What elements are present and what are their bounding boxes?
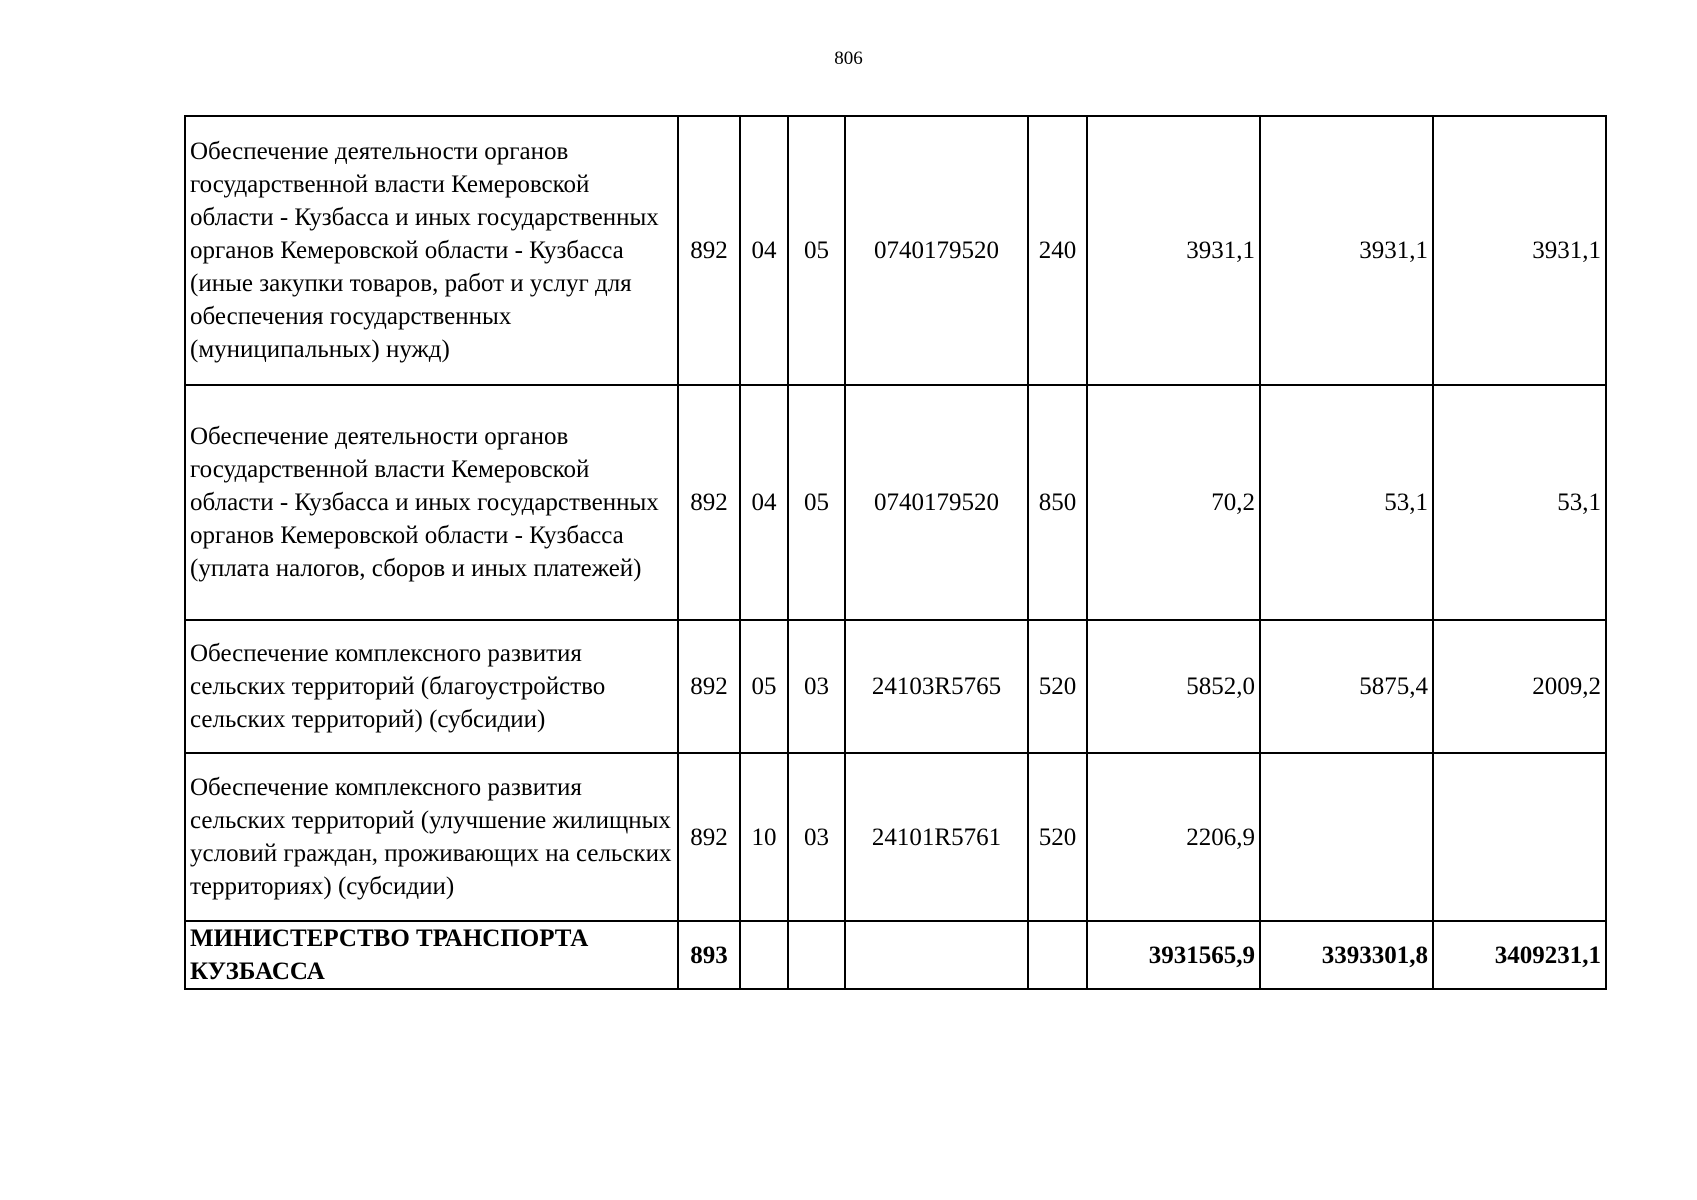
table-row-ministry-total: [185, 921, 1606, 989]
table-row: [185, 385, 1606, 620]
section-code: 04: [740, 116, 788, 385]
table-row: [185, 753, 1606, 921]
subsection-code: 05: [788, 116, 845, 385]
amount-year-2: [1260, 753, 1433, 921]
amount-year-2: 3931,1: [1260, 116, 1433, 385]
expense-type-code: 850: [1028, 385, 1087, 620]
target-article-code: 24101R5761: [845, 753, 1028, 921]
subsection-code: 03: [788, 753, 845, 921]
subsection-code: [788, 921, 845, 989]
amount-year-1: 70,2: [1087, 385, 1260, 620]
row-description: Обеспечение деятельности органов государственной власти Кемеровской области - Кузбасса и иных государственных органов Кемеровской области - Кузбасса (уплата налогов, сборов и иных платежей): [185, 385, 678, 620]
ministry-code: 892: [678, 753, 740, 921]
amount-year-2: 5875,4: [1260, 620, 1433, 753]
total-year-1: 3931565,9: [1087, 921, 1260, 989]
amount-year-3: 2009,2: [1433, 620, 1606, 753]
target-article-code: 0740179520: [845, 116, 1028, 385]
amount-year-1: 5852,0: [1087, 620, 1260, 753]
amount-year-1: 2206,9: [1087, 753, 1260, 921]
budget-table: [184, 115, 1607, 990]
section-code: 05: [740, 620, 788, 753]
target-article-code: 0740179520: [845, 385, 1028, 620]
subsection-code: 05: [788, 385, 845, 620]
expense-type-code: [1028, 921, 1087, 989]
amount-year-3: 3931,1: [1433, 116, 1606, 385]
subsection-code: 03: [788, 620, 845, 753]
section-code: 04: [740, 385, 788, 620]
ministry-code: 892: [678, 116, 740, 385]
row-description: Обеспечение комплексного развития сельских территорий (улучшение жилищных условий граждан, проживающих на сельских территориях) (субсидии): [185, 753, 678, 921]
amount-year-3: [1433, 753, 1606, 921]
table-row: [185, 620, 1606, 753]
amount-year-3: 53,1: [1433, 385, 1606, 620]
section-code: 10: [740, 753, 788, 921]
expense-type-code: 520: [1028, 620, 1087, 753]
row-description: Обеспечение комплексного развития сельских территорий (благоустройство сельских территорий) (субсидии): [185, 620, 678, 753]
target-article-code: [845, 921, 1028, 989]
expense-type-code: 240: [1028, 116, 1087, 385]
ministry-code: 892: [678, 385, 740, 620]
table-row: [185, 116, 1606, 385]
page-number: 806: [834, 48, 863, 69]
target-article-code: 24103R5765: [845, 620, 1028, 753]
ministry-code: 892: [678, 620, 740, 753]
ministry-code: 893: [678, 921, 740, 989]
expense-type-code: 520: [1028, 753, 1087, 921]
row-description: Обеспечение деятельности органов государственной власти Кемеровской области - Кузбасса и иных государственных органов Кемеровской области - Кузбасса (иные закупки товаров, работ и услуг для обеспечения государственных (муниципальных) нужд): [185, 116, 678, 385]
section-code: [740, 921, 788, 989]
total-year-2: 3393301,8: [1260, 921, 1433, 989]
total-year-3: 3409231,1: [1433, 921, 1606, 989]
amount-year-2: 53,1: [1260, 385, 1433, 620]
ministry-name: МИНИСТЕРСТВО ТРАНСПОРТА КУЗБАССА: [185, 921, 678, 989]
amount-year-1: 3931,1: [1087, 116, 1260, 385]
